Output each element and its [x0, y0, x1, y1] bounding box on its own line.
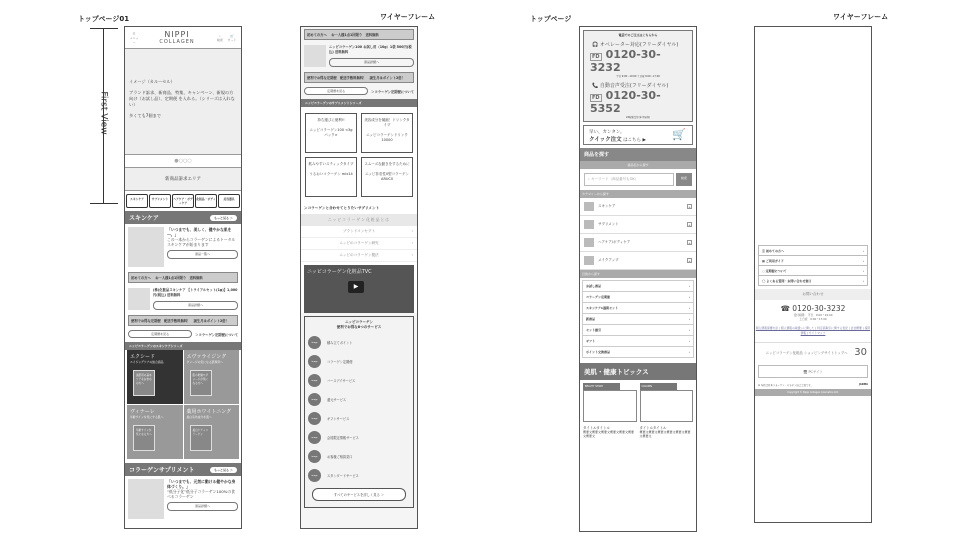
purpose-item[interactable]: ポイント交換商品 ›	[582, 346, 694, 358]
carousel-text: 多くても7個まで	[129, 113, 161, 118]
service-item[interactable]: image コラーゲン定期便	[308, 352, 410, 371]
service-item[interactable]: image ギフトサービス	[308, 409, 410, 428]
first-time-banner[interactable]: 初めての方へ お一人様1点1回限り 送料無料	[128, 272, 238, 283]
category-item[interactable]: スキンケア +	[580, 198, 696, 216]
brand-link[interactable]: ニッピのコラーゲン製法 ›	[301, 250, 417, 262]
purpose-item[interactable]: セット割引 ›	[582, 324, 694, 336]
trial-product	[301, 42, 417, 70]
plus-icon: +	[688, 259, 691, 263]
chip[interactable]: サプリメント	[149, 194, 171, 208]
article-card[interactable]: COLUMN タイトルタイトル 概要文概要文概要文概要文概要文概要文概要文	[640, 383, 694, 438]
trial-name: ニッピコラーゲン100 お試し用（10g）1袋 500円(税込) 送料無料	[329, 45, 412, 54]
footer-menu-item[interactable]: ⓘ 初めての方へ ›	[758, 245, 868, 256]
by-category-bar: カテゴリーから探す	[580, 190, 696, 198]
category-item[interactable]: メイクアップ +	[580, 252, 696, 270]
service-item[interactable]: image お客様ご相談窓口	[308, 447, 410, 466]
phone-wireframe-2	[754, 26, 872, 523]
tile-whitening[interactable]: 薬用ホワイトニング 美白有効成分を肌へ 美白ケア＋コラーゲン	[184, 405, 240, 459]
new-product-area[interactable]: 新商品訴求エリア	[125, 167, 241, 191]
supplement-box[interactable]: 持ち運びに便利!! ニッピコラーゲン100 <3gパック>	[305, 113, 357, 153]
carousel-text: ブランド訴求、新商品、特集、キャンペーン、新規の方向け（お試し品）、定期便 を入れる。（シリーズは入れない）	[129, 90, 235, 107]
regular-about-link[interactable]: ＞コラーゲン定期便について	[371, 89, 414, 94]
phone-top	[579, 26, 697, 532]
membership-note: ※ 当社は日本コラーゲン・ゼラチン協会会員です。	[758, 384, 813, 387]
series-grid	[125, 350, 241, 459]
service-item[interactable]: image 還元サービス	[308, 390, 410, 409]
brand-link[interactable]: ブランドコンセプト ›	[301, 226, 417, 238]
auto-label: 📞 自動音声受注(フリーダイヤル)	[592, 83, 669, 89]
menu-icon[interactable]: ☰ メニュー	[129, 31, 139, 44]
trial-product	[125, 285, 241, 313]
by-purpose-bar: 目的から探す	[580, 270, 696, 278]
product-list-button[interactable]: 商品一覧へ	[167, 250, 238, 259]
combo-link[interactable]: ＞コラーゲンと合わせてとりたいサプリメント	[301, 203, 417, 214]
skincare-promo	[125, 224, 241, 270]
inquiry-number[interactable]: ☎ 0120-30-3232	[780, 304, 846, 313]
promo-desc: この一本からコラーゲンによるトータルスキンケアが始まります	[167, 237, 236, 247]
phone-number-1[interactable]: FD 0120-30-3232	[590, 48, 661, 74]
regular-button[interactable]: 定期便を見る	[304, 87, 368, 95]
operator-label: 🎧 オペレーター対応(フリーダイヤル)	[592, 42, 679, 48]
footer-menu-item[interactable]: ▦ ご利用ガイド ›	[758, 255, 868, 266]
purpose-item[interactable]: コラーゲン定期便 ›	[582, 291, 694, 303]
by-name-bar: 商品名から探す	[580, 161, 696, 169]
search-icon[interactable]: ⌕ 検索	[216, 33, 223, 42]
headset-icon: 🎧	[592, 42, 599, 48]
footer-links[interactable]: 個人情報保護方針 | 個人情報の取扱いに関して | 特定商取引に関する表記 | 会社概要 | 採用情報 | サイトマップ	[755, 326, 871, 335]
phone-order-box	[583, 30, 693, 122]
supplement-box[interactable]: スムーズな動きをするために ニッピ非変性II型コラーゲンARUCII	[361, 157, 413, 197]
quick-order-button[interactable]: 早い、カンタン。 クイック注文 はこちら ▶ 🛒	[583, 125, 693, 145]
panel-label-top: トップページ	[530, 15, 572, 23]
regular-banner[interactable]: 便利でお得な定期便 配送手数料無料！ 誕生月はポイント2倍！	[304, 72, 414, 83]
supplement-box[interactable]: 飲みやすいスティックタイプ うるおいコラーゲン mix14	[305, 157, 357, 197]
inquiry-hours: 受付時間： 平日 9:00〜19:00 土日祝 9:00〜17:00	[793, 313, 833, 321]
tile-vinale[interactable]: ヴィナーレ 年齢サインを気にする肌へ 年齢サインが気になる方へ	[127, 405, 183, 459]
category-chips	[125, 191, 241, 211]
service-item[interactable]: image 積み立てポイント	[308, 333, 410, 352]
tile-exceed[interactable]: エクシード エイジングケアの総合商品 美肌用の基本ケアをお求めの方へ	[127, 350, 183, 404]
plus-icon: +	[688, 223, 691, 227]
purpose-item[interactable]: 新商品 ›	[582, 313, 694, 325]
cart-icon: 🛒	[672, 128, 686, 141]
video-player[interactable]: ニッピコラーゲン化粧品TVC ▶	[304, 265, 414, 313]
service-item[interactable]: image スタンダードサービス	[308, 466, 410, 485]
brand-bar: ニッピコラーゲン化粧品とは	[301, 214, 417, 226]
copyright: Copyright © Nippi Collagen Cosmetics Ltd.	[755, 389, 871, 396]
all-services-button[interactable]: すべてのサービスを詳しく見る ＞	[312, 488, 406, 501]
category-item[interactable]: サプリメント +	[580, 216, 696, 234]
tile-evarising[interactable]: エヴァライジング ダメージの気になる肌専用へ 肌の乾燥やダメージが気になる方へ	[184, 350, 240, 404]
section-title: コラーゲンサプリメント	[129, 467, 195, 474]
contact-heading: 電話でのご注文はこちらから	[618, 33, 658, 37]
promo-desc: “低分子化”低分子コラーゲン100%の食べるコラーゲン	[167, 489, 235, 499]
trial-name: (株)化粧品スキンケア 【トライアルセット(1g)】1,000円(税込) 送料無料	[153, 288, 238, 297]
category-item[interactable]: ヘアケア/ボディケア +	[580, 234, 696, 252]
supplement-series-bar: ニッピコラーゲンのサプリメントシリーズ	[301, 99, 417, 107]
plus-icon: +	[688, 241, 691, 245]
services-box: ニッピコラーゲン 便利でお得な8つのサービス image 積み立てポイント image コラーゲン定期便 image バースデイサービス image 還元サービス image ギフトサービス image 会員限定情報サービス image お客様ご相談窓口 image スタンダードサービス すべてのサービスを詳しく見る ＞	[304, 316, 414, 508]
chip[interactable]: ヘアケア・ボディケア	[172, 194, 194, 208]
service-item[interactable]: image バースデイサービス	[308, 371, 410, 390]
product-image	[304, 45, 326, 67]
carousel-dots[interactable]: ●○○○	[174, 158, 192, 164]
phone-wireframe-1	[300, 26, 418, 529]
service-item[interactable]: image 会員限定情報サービス	[308, 428, 410, 447]
chip[interactable]: 化粧品・ボディ	[195, 194, 217, 208]
more-button[interactable]: もっと見る ＞	[210, 215, 237, 221]
supplement-grid	[301, 107, 417, 203]
section-skincare	[125, 211, 241, 224]
first-view-marker	[90, 28, 118, 204]
inquiry-bar: お問い合わせ	[755, 289, 871, 300]
panel-label-wireframe-2: ワイヤーフレーム	[833, 13, 889, 21]
article-card[interactable]: BEAUTY STORY タイトルタイトル 概要文概要文概要文概要文概要文概要文概要文	[583, 383, 637, 438]
search-input[interactable]: ⌕ キーワード（商品番号もOK）	[584, 173, 674, 186]
topics-heading: 美肌・健康トピックス	[580, 363, 696, 380]
section-title: スキンケア	[129, 215, 159, 222]
anniversary-badge: 30	[854, 347, 867, 358]
cart-icon[interactable]: 🛒 カート	[227, 33, 237, 42]
jadma-logo: JADMA	[859, 383, 868, 386]
supplement-promo	[125, 476, 241, 522]
search-button[interactable]: 検索	[676, 173, 692, 186]
footer-menu-item[interactable]: ◯ よくある質問・お問い合わせ窓口 ›	[758, 275, 868, 286]
footer-menu-item[interactable]: ◌ 定期便について ›	[758, 265, 868, 276]
pc-site-button[interactable]: 🖥 PCサイト	[758, 365, 868, 378]
hours-2: 24時間受付(年中無休)	[625, 116, 651, 119]
phone-number-2[interactable]: FD 0120-30-5352	[590, 89, 661, 115]
brand-link[interactable]: ニッピのコラーゲン研究 ›	[301, 238, 417, 250]
phone-icon: 📞	[592, 83, 599, 89]
purpose-item[interactable]: スキンケア1週間セット ›	[582, 302, 694, 314]
product-image	[128, 288, 150, 310]
regular-about-link[interactable]: ＞コラーゲン定期便について	[195, 332, 238, 337]
plus-icon: +	[688, 205, 691, 209]
promo-quote: 「いつまでも、美しく、健やかな肌を一。」	[167, 227, 232, 237]
search-form	[584, 173, 692, 186]
promo-quote: 「いつまでも、元気に動ける健やかな身体づくり。」	[167, 479, 236, 489]
find-products-bar: 商品を探す	[580, 148, 696, 161]
series-bar: ニッピコラーゲンのスキンケアシリーズ	[125, 342, 241, 350]
first-time-banner[interactable]: 初めての方へ お一人様1点1回限り 送料無料	[304, 29, 414, 40]
articles	[580, 380, 696, 441]
product-image	[128, 227, 164, 267]
panel-label-top01: トップページ01	[78, 15, 130, 23]
shop-top-link[interactable]: ニッピコラーゲン化粧品 ショッピングサイトトップへ 30	[755, 342, 871, 362]
phone-top01	[124, 26, 242, 529]
more-button[interactable]: もっと見る ＞	[210, 467, 237, 473]
first-view-label: First View	[98, 91, 109, 135]
monitor-icon: 🖥	[803, 370, 808, 374]
purpose-item[interactable]: お試し商品 ›	[582, 280, 694, 292]
blank-area	[755, 27, 871, 245]
hours-1: 平日 9:00〜19:00 土日祝 9:00〜17:00	[616, 75, 660, 78]
product-detail-button[interactable]: 商品詳細へ	[329, 58, 414, 67]
panel-label-wireframe-1: ワイヤーフレーム	[380, 13, 436, 21]
regular-banner[interactable]: 便利でお得な定期便 配送手数料無料！ 誕生月はポイント2倍！	[128, 315, 238, 326]
chip[interactable]: スキンケア	[126, 194, 148, 208]
supplement-box[interactable]: 美容成分を凝縮！ドリンクタイプ ニッピコラーゲンドリンク10000	[361, 113, 413, 153]
site-header	[125, 27, 241, 49]
product-detail-button[interactable]: 商品詳細へ	[153, 301, 238, 310]
brand-logo[interactable]: NIPPI COLLAGEN	[159, 30, 195, 45]
section-supplement	[125, 463, 241, 476]
carousel-text: イメージ（カルーセル）	[129, 79, 175, 84]
product-detail-button[interactable]: 商品詳細へ	[167, 502, 238, 511]
regular-button[interactable]: 定期便を見る	[128, 330, 192, 338]
product-image	[128, 479, 164, 519]
hero-carousel[interactable]	[125, 49, 241, 155]
purpose-item[interactable]: ギフト ›	[582, 335, 694, 347]
play-icon[interactable]: ▶	[348, 281, 364, 293]
chip[interactable]: 美容器具	[218, 194, 240, 208]
